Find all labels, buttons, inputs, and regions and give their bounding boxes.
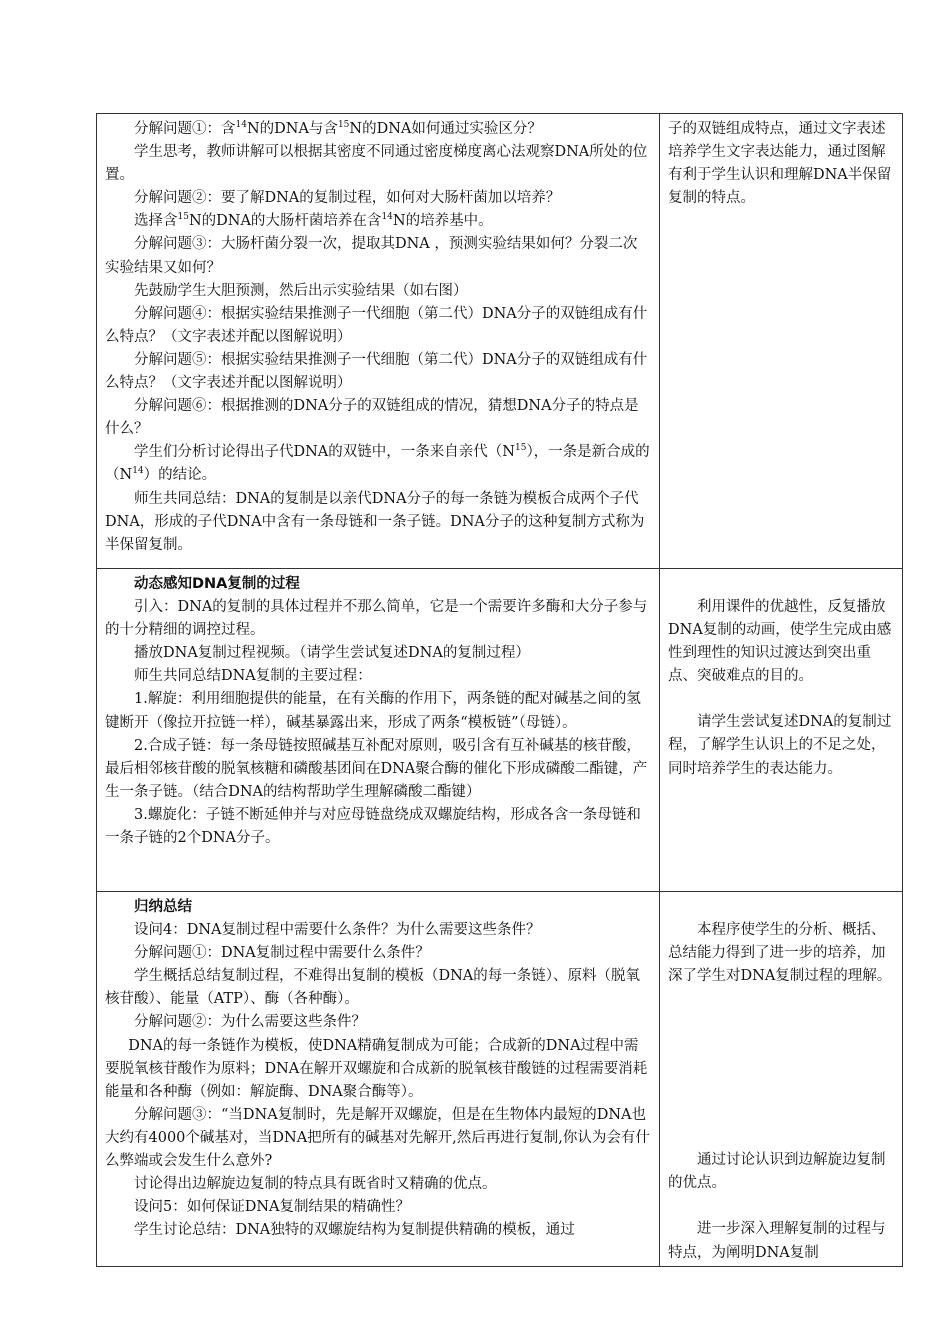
paragraph: 分解问题③：“当DNA复制时，先是解开双螺旋，但是在生物体内最短的DNA也大约有4000个碱基对，当DNA把所有的碱基对先解开,然后再进行复制,你认为会有什么弊端或会发生什么意外? [105,1106,650,1170]
paragraph: 1.解旋：利用细胞提供的能量，在有关酶的作用下，两条链的配对碱基之间的氢键断开（像拉开拉链一样），碱基暴露出来，形成了两条“模板链”（母链）。 [105,691,641,731]
table-row [97,114,903,569]
design-intent-cell [660,892,903,1267]
lesson-plan-table [96,113,903,1267]
spacer [668,1034,894,1057]
paragraph: 3.螺旋化：子链不断延伸并与对应母链盘绕成双螺旋结构，形成各含一条母链和一条子链的2个DNA分子。 [105,806,641,847]
spacer [668,1195,894,1218]
paragraph: 分解问题①：DNA复制过程中需要什么条件？ [134,945,430,962]
paragraph: 分解问题①：含$^{14}$N的DNA与含$^{15}$N的DNA如何通过实验区分？ [134,120,542,137]
paragraph: 分解问题②：为什么需要这些条件？ [134,1014,366,1031]
teaching-process-cell [97,892,660,1267]
intent-paragraph: 通过讨论认识到边解旋边复制的优点。 [668,1152,886,1192]
teaching-process-cell [97,569,660,892]
paragraph: 2.合成子链：每一条母链按照碱基互补配对原则，吸引含有互补碱基的核苷酸，最后相邻核苷酸的脱氧核糖和磷酸基团间在DNA聚合酶的催化下形成磷酸二酯键，产生一条子链。（结合DNA的结构帮助学生理解磷酸二酯键） [105,737,648,800]
intent-paragraph: 利用课件的优越性，反复播放DNA复制的动画，使学生完成由感性到理性的知识过渡达到突出重点、突破难点的目的。 [668,599,892,685]
spacer [668,1057,894,1080]
paragraph: DNA的每一条链作为模板，使DNA精确复制成为可能；合成新的DNA过程中需要脱氧核苷酸作为原料；DNA在解开双螺旋和合成新的脱氧核苷酸链的过程需要消耗能量和各种酶（例如：解旋酶、DNA聚合酶等）。 [105,1037,648,1100]
paragraph: 设问4：DNA复制过程中需要什么条件？为什么需要这些条件？ [134,922,541,939]
paragraph: 师生共同总结DNA复制的主要过程： [134,668,372,685]
paragraph: 学生讨论总结：DNA独特的双螺旋结构为复制提供精确的模板，通过 [134,1222,575,1239]
intent-paragraph: 进一步深入理解复制的过程与特点，为阐明DNA复制 [668,1221,886,1261]
spacer [668,1080,894,1103]
paragraph: 分解问题②：要了解DNA的复制过程，如何对大肠杆菌加以培养？ [134,190,561,207]
teaching-process-cell [97,114,660,569]
spacer [668,988,894,1011]
paragraph: 分解问题③：大肠杆菌分裂一次，提取其DNA ，预测实验结果如何？分裂二次实验结果又如何？ [105,236,638,276]
paragraph: 分解问题⑤：根据实验结果推测子一代细胞（第二代）DNA分子的双链组成有什么特点？（文字表述并配以图解说明） [105,351,648,392]
paragraph: 分解问题④：根据实验结果推测子一代细胞（第二代）DNA分子的双链组成有什么特点？（文字表述并配以图解说明） [105,305,648,345]
spacer [668,573,894,596]
spacer [668,1011,894,1034]
design-intent-cell [660,114,903,569]
section-heading: 归纳总结 [134,899,192,915]
spacer [668,896,894,919]
paragraph: 播放DNA复制过程视频。（请学生尝试复述DNA的复制过程） [134,645,530,662]
table-row [97,569,903,892]
table-row [97,892,903,1267]
section-heading: 动态感知DNA复制的过程 [134,576,300,592]
spacer [668,1126,894,1149]
intent-paragraph: 子的双链组成特点，通过文字表述培养学生文字表达能力，通过图解有利于学生认识和理解DNA半保留复制的特点。 [668,121,892,207]
paragraph: 先鼓励学生大胆预测，然后出示实验结果（如右图） [134,282,468,299]
intent-paragraph: 请学生尝试复述DNA的复制过程，了解学生认识上的不足之处，同时培养学生的表达能力。 [668,714,892,777]
paragraph: 学生们分析讨论得出子代DNA的双链中，一条来自亲代$(N^{15})$，一条是新合成的$(N^{14})$的结论。 [105,443,650,484]
paragraph: 学生概括总结复制过程，不难得出复制的模板（DNA的每一条链）、原料（脱氧核苷酸）、能量（ATP）、酶（各种酶）。 [105,968,641,1008]
paragraph: 选择含$^{15}$N的DNA的大肠杆菌培养在含$^{14}$N的培养基中。 [134,212,493,230]
paragraph: 学生思考，教师讲解可以根据其密度不同通过密度梯度离心法观察DNA所处的位置。 [105,144,648,184]
paragraph: 设问5：如何保证DNA复制结果的精确性？ [134,1199,411,1216]
spacer [668,1103,894,1126]
paragraph: 讨论得出边解旋边复制的特点具有既省时又精确的优点。 [134,1176,497,1193]
design-intent-cell [660,569,903,892]
paragraph: 分解问题⑥：根据推测的DNA分子的双链组成的情况，猜想DNA分子的特点是什么？ [105,398,639,438]
paragraph: 师生共同总结：DNA的复制是以亲代DNA分子的每一条链为模板合成两个子代DNA，形成的子代DNA中含有一条母链和一条子链。DNA分子的这种复制方式称为半保留复制。 [105,490,645,553]
paragraph: 引入：DNA的复制的具体过程并不那么简单，它是一个需要许多酶和大分子参与的十分精细的调控过程。 [105,599,648,639]
intent-paragraph: 本程序使学生的分析、概括、总结能力得到了进一步的培养，加深了学生对DNA复制过程的理解。 [668,922,892,985]
spacer [668,688,894,711]
